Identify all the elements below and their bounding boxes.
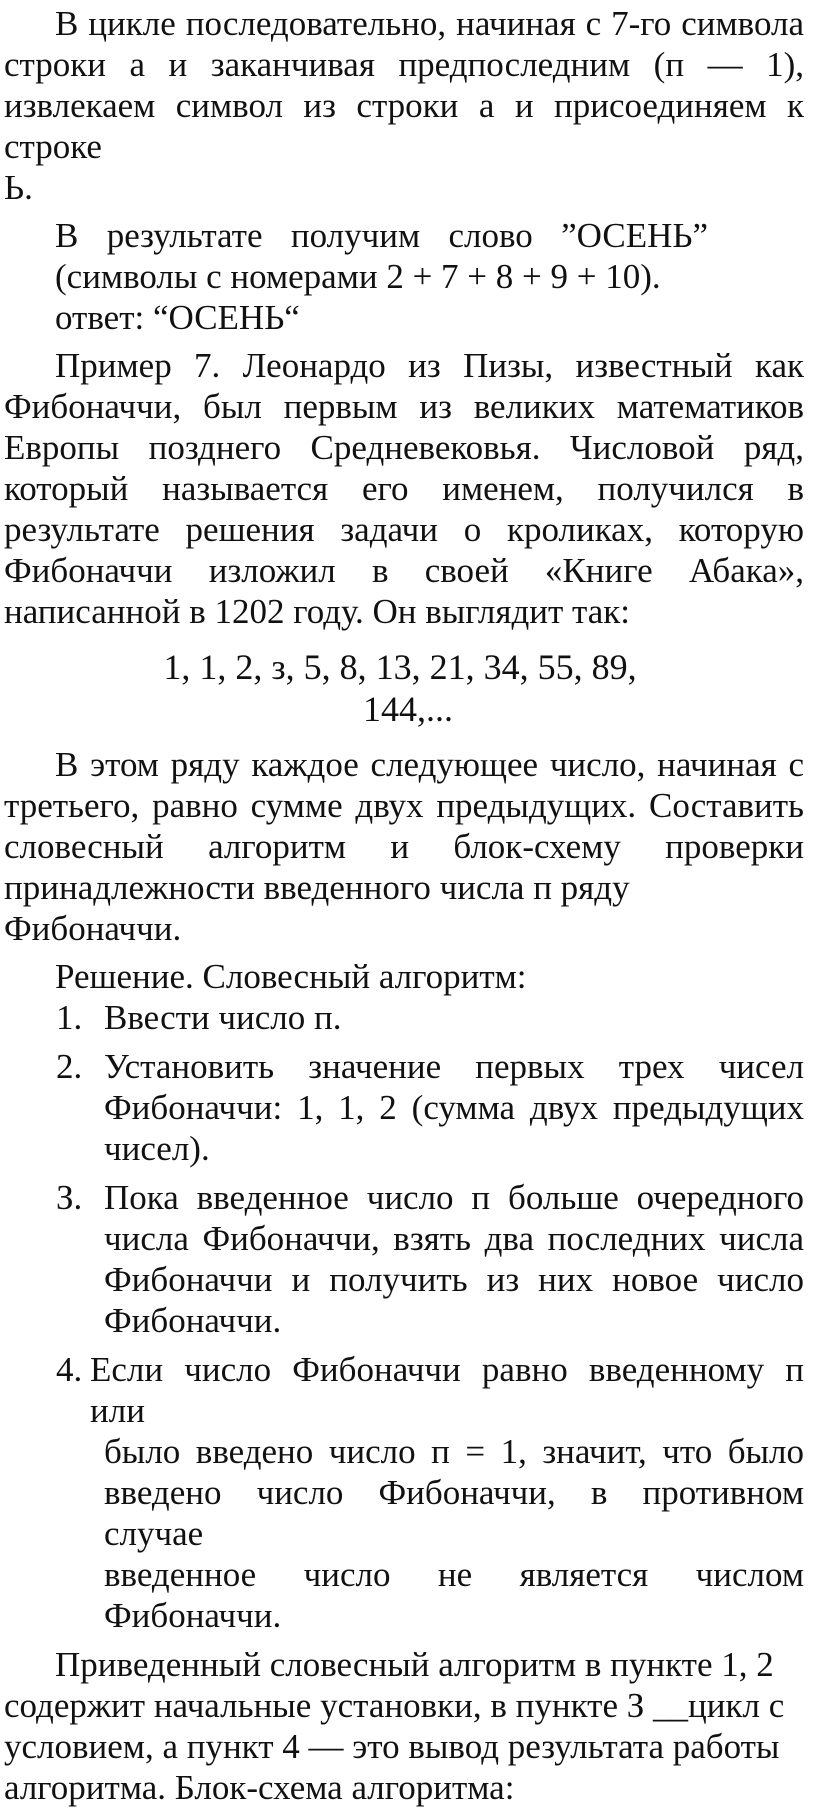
text-line: третьего, равно сумме двух предыдущих. Составить [4,786,804,825]
list-item [4,1046,804,1169]
paragraph-cycle [4,3,804,208]
text-line: Фибоначчи и получить из них новое число [104,1260,804,1299]
text-line: условием, а пункт 4 — это вывод результата работы [4,1727,780,1766]
list-item [4,997,804,1038]
paragraph-result [4,215,804,338]
text-line: строки а и заканчивая предпоследним (п — 1), [4,45,804,84]
text-line: словесный алгоритм и блок-схему проверки [4,827,804,866]
text-line: написанной в 1202 году. Он выглядит так: [4,592,631,631]
text-line: который называется его именем, получился в [4,469,804,508]
text-line: введено число Фибоначчи, в противном случае [104,1473,804,1553]
document-page [4,3,804,1808]
text-line: результате решения задачи о кроликах, которую [4,510,804,549]
text-line: Фибоначчи изложил в своей «Книге Абака», [4,551,804,590]
text-line: Приведенный словесный алгоритм в пункте 1, 2 [55,1645,774,1684]
step-number: 4. [56,1350,83,1389]
step-number: 2. [56,1047,83,1086]
text-line: В результате получим слово ”ОСЕНЬ” [55,216,708,255]
list-item [4,1349,804,1636]
text-line: Европы позднего Средневековья. Числовой ряд, [4,428,804,467]
sequence-line: 144,... [363,689,453,729]
text-line: (символы с номерами 2 + 7 + 8 + 9 + 10). [55,257,661,296]
sequence-line: 1, 1, 2, з, 5, 8, 13, 21, 34, 55, 89, [163,647,637,687]
paragraph-task [4,744,804,949]
text-line: Фибоначчи. [104,1301,282,1340]
text-line: содержит начальные установки, в пункте З __цикл с [4,1686,785,1725]
step-number: 1. [56,998,83,1037]
text-line: Ь. [4,168,33,207]
paragraph-example-7 [4,345,804,632]
list-item [4,1177,804,1341]
paragraph-final [4,1644,804,1808]
text-line: числа Фибоначчи, взять два последних числа [104,1219,804,1258]
step-number: З. [56,1178,83,1217]
algorithm-steps [4,997,804,1636]
text-line: Ввести число п. [104,998,342,1037]
text-line: Фибоначчи, был первым из великих математиков [4,387,804,426]
text-line: В цикле последовательно, начиная с 7-го символа [55,4,804,43]
text-line: Пример 7. Леонардо из Пизы, известный как [55,346,804,385]
fibonacci-sequence [4,646,804,730]
text-line: чисел). [104,1129,210,1168]
text-line: Установить значение первых трех чисел [104,1047,804,1086]
text-line: Если число Фибоначчи равно введенному п или [90,1350,804,1430]
solution-heading: Решение. Словесный алгоритм: [55,957,527,996]
answer-line: ответ: “ОСЕНЬ“ [55,298,300,337]
text-line: алгоритма. Блок-схема алгоритма: [4,1768,515,1807]
text-line: Фибоначчи: 1, 1, 2 (сумма двух предыдущих [104,1088,804,1127]
text-line: Пока введенное число п больше очередного [104,1178,804,1217]
text-line: принадлежности введенного числа п ряду Фибоначчи. [4,868,630,948]
text-line: было введено число п = 1, значит, что было [104,1432,804,1471]
text-line: Фибоначчи. [104,1596,282,1635]
text-line: извлекаем символ из строки а и присоединяем к строке [4,86,804,166]
text-line: введенное число не является числом [104,1555,804,1594]
text-line: В этом ряду каждое следующее число, начиная с [55,745,804,784]
